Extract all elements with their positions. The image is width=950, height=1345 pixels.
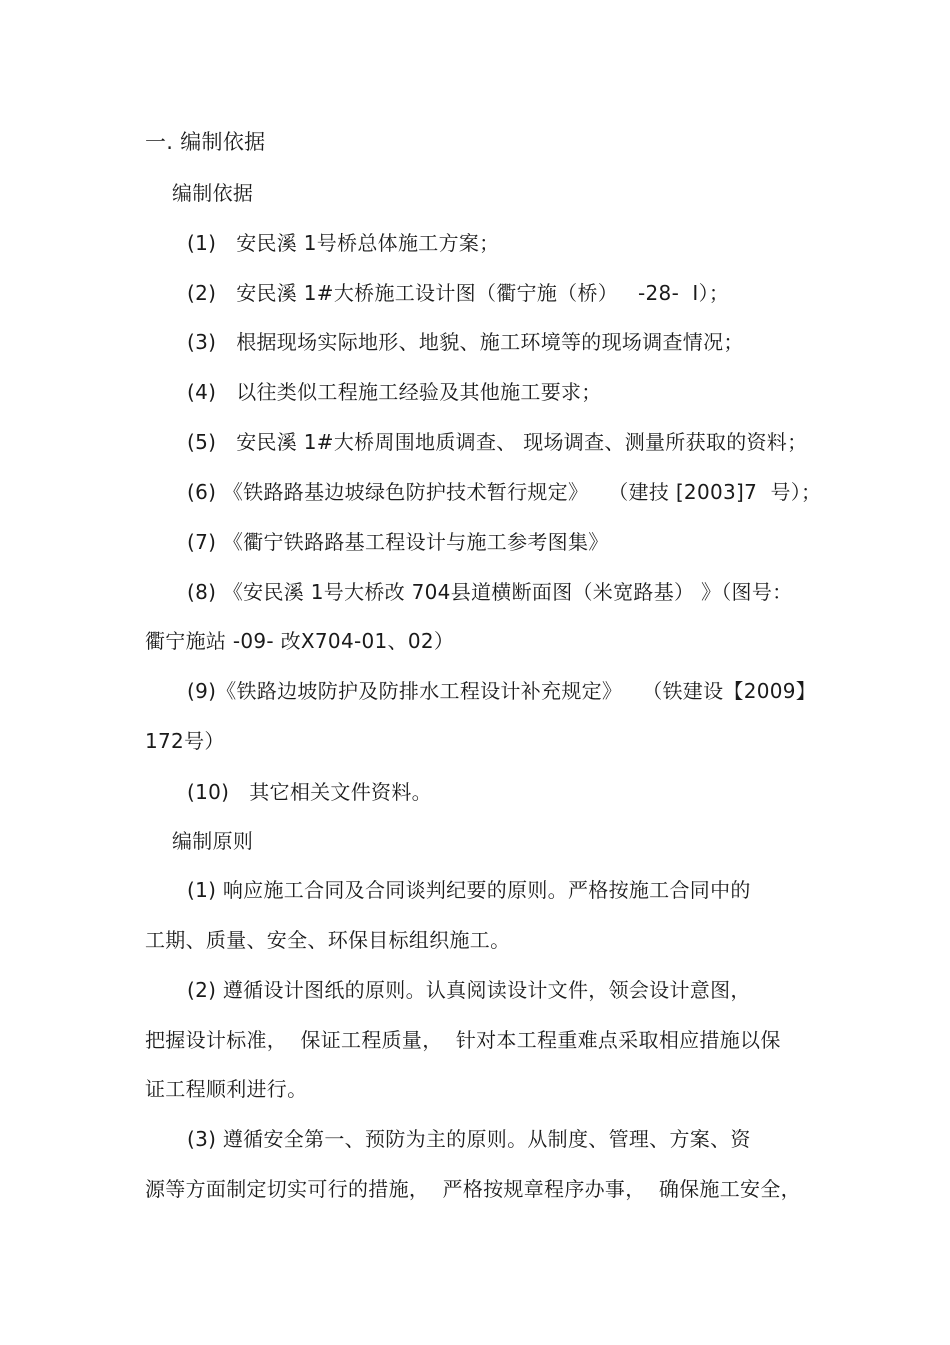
principle-3: (3) 遵循安全第一、预防为主的原则。从制度、管理、方案、资	[187, 1127, 751, 1151]
principle-2-continued-b: 证工程顺利进行。	[145, 1077, 308, 1101]
basis-item-10: (10) 其它相关文件资料。	[187, 780, 432, 804]
principle-3-continued: 源等方面制定切实可行的措施， 严格按规章程序办事， 确保施工安全，	[145, 1177, 801, 1201]
basis-heading: 编制依据	[172, 181, 254, 205]
basis-item-6: (6) 《铁路路基边坡绿色防护技术暂行规定》 （建技 [2003]7 号）；	[187, 480, 822, 504]
basis-item-3: (3) 根据现场实际地形、地貌、施工环境等的现场调查情况；	[187, 330, 744, 354]
basis-item-7: (7) 《衢宁铁路路基工程设计与施工参考图集》	[187, 530, 609, 554]
principle-2-continued-a: 把握设计标准， 保证工程质量， 针对本工程重难点采取相应措施以保	[145, 1028, 781, 1052]
basis-item-5: (5) 安民溪 1#大桥周围地质调查、 现场调查、测量所获取的资料；	[187, 430, 808, 454]
basis-item-9: (9)《铁路边坡防护及防排水工程设计补充规定》 （铁建设【2009】	[187, 679, 817, 703]
principles-heading: 编制原则	[172, 829, 254, 853]
principle-1-continued: 工期、质量、安全、环保目标组织施工。	[145, 928, 511, 952]
section-title: 一. 编制依据	[145, 130, 266, 154]
basis-item-8-continued: 衢宁施站 -09- 改X704-01、02）	[145, 629, 455, 653]
principle-2: (2) 遵循设计图纸的原则。认真阅读设计文件，领会设计意图，	[187, 978, 751, 1002]
basis-item-2: (2) 安民溪 1#大桥施工设计图（衢宁施（桥） -28- Ⅰ）；	[187, 281, 730, 305]
basis-item-9-continued: 172号）	[145, 729, 225, 753]
basis-item-4: (4) 以往类似工程施工经验及其他施工要求；	[187, 380, 602, 404]
principle-1: (1) 响应施工合同及合同谈判纪要的原则。严格按施工合同中的	[187, 878, 751, 902]
basis-item-1: (1) 安民溪 1号桥总体施工方案；	[187, 231, 500, 255]
basis-item-8: (8) 《安民溪 1号大桥改 704县道横断面图（米宽路基） 》（图号：	[187, 580, 793, 604]
